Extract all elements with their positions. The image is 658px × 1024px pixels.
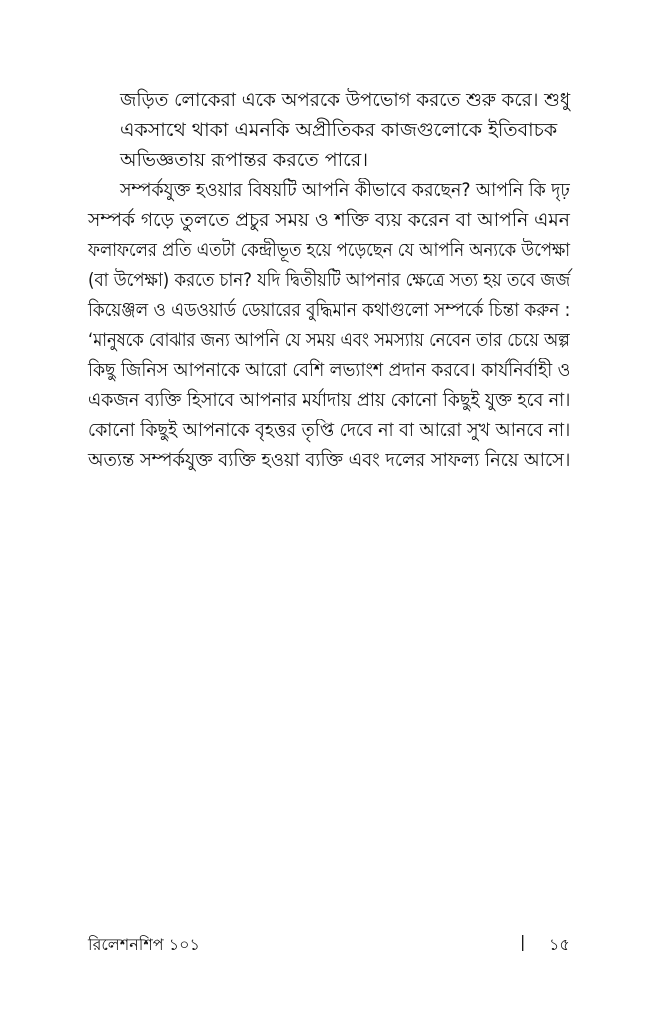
footer-book-title: রিলেশনশিপ ১০১ — [88, 935, 200, 954]
body-line: একজন ব্যক্তি হিসাবে আপনার মর্যাদায় প্রায় কোনো কিছুই যুক্ত হবে না। — [88, 389, 571, 411]
body-line: অত্যন্ত সম্পর্কযুক্ত ব্যক্তি হওয়া ব্যক্তি এবং দলের সাফল্য নিয়ে আসে। — [88, 449, 571, 471]
body-line: একসাথে থাকা এমনকি অপ্রীতিকর কাজগুলোকে ইতিবাচক — [120, 119, 558, 141]
body-line: (বা উপেক্ষা) করতে চান? যদি দ্বিতীয়টি আপনার ক্ষেত্রে সত্য হয় তবে জর্জ — [88, 269, 571, 291]
body-line: সম্পর্কযুক্ত হওয়ার বিষয়টি আপনি কীভাবে করছেন? আপনি কি দৃঢ় — [120, 179, 570, 201]
body-line: জড়িত লোকেরা একে অপরকে উপভোগ করতে শুরু করে। শুধু — [120, 89, 571, 111]
footer-separator: | — [520, 932, 526, 951]
body-line: কোনো কিছুই আপনাকে বৃহত্তর তৃপ্তি দেবে না বা আরো সুখ আনবে না। — [88, 419, 571, 441]
body-line: কিছু জিনিস আপনাকে আরো বেশি লভ্যাংশ প্রদান করবে। কার্যনির্বাহী ও — [88, 359, 571, 381]
body-line: সম্পর্ক গড়ে তুলতে প্রচুর সময় ও শক্তি ব্যয় করেন বা আপনি এমন — [88, 209, 570, 231]
footer-page-number: ১৫ — [549, 935, 570, 954]
body-line: ‘মানুষকে বোঝার জন্য আপনি যে সময় এবং সমস্যায় নেবেন তার চেয়ে অল্প — [88, 329, 570, 351]
body-line: ফলাফলের প্রতি এতটা কেন্দ্রীভূত হয়ে পড়েছেন যে আপনি অন্যকে উপেক্ষা — [88, 239, 571, 261]
body-line: কিয়েঞ্জল ও এডওয়ার্ড ডেয়ারের বুদ্ধিমান কথাগুলো সম্পর্কে চিন্তা করুন : — [88, 299, 571, 321]
body-line: অভিজ্ঞতায় রূপান্তর করতে পারে। — [120, 149, 369, 171]
